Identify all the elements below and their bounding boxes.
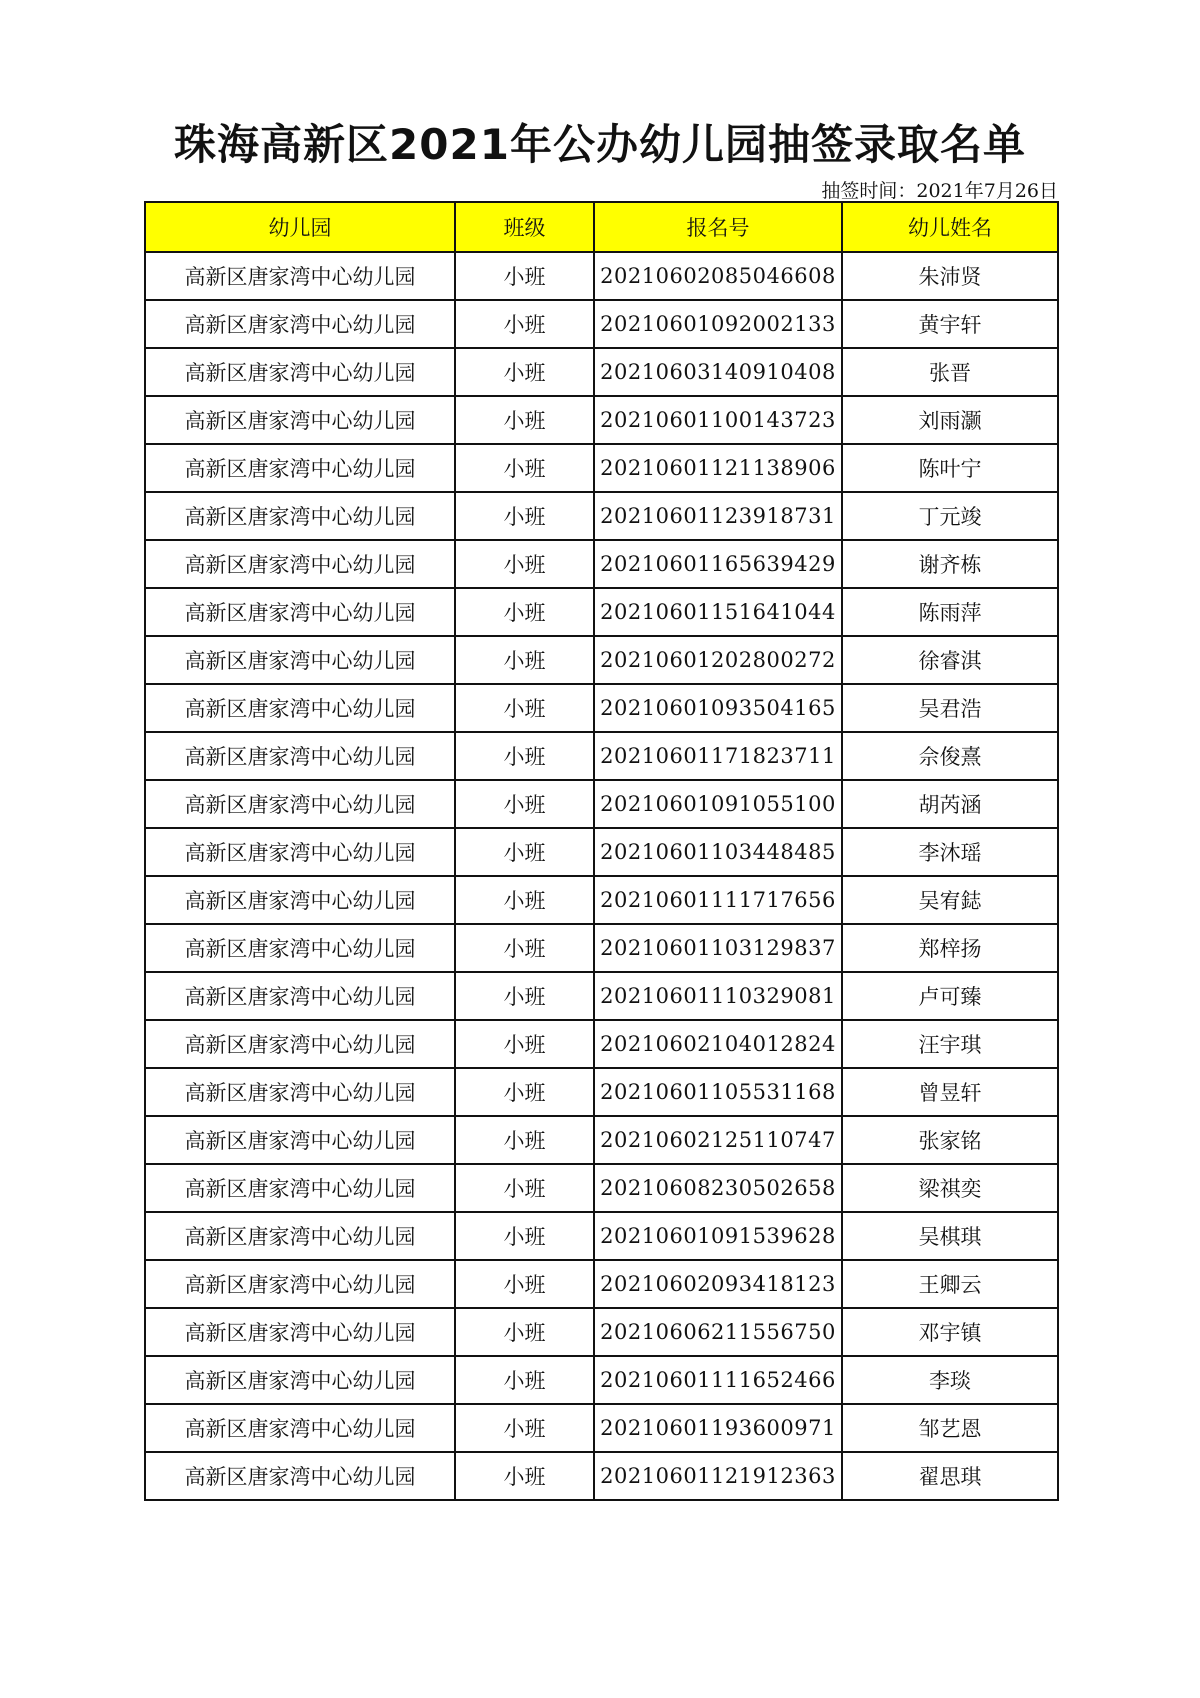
table-row bbox=[145, 252, 1058, 300]
cell-child-name: 卢可臻 bbox=[842, 972, 1058, 1020]
cell-kindergarten: 高新区唐家湾中心幼儿园 bbox=[145, 492, 455, 540]
table-row bbox=[145, 780, 1058, 828]
table-header-row bbox=[145, 202, 1058, 252]
cell-kindergarten: 高新区唐家湾中心幼儿园 bbox=[145, 684, 455, 732]
cell-registration-number: 20210601091055100 bbox=[594, 780, 842, 828]
cell-registration-number: 20210602125110747 bbox=[594, 1116, 842, 1164]
table-row bbox=[145, 1404, 1058, 1452]
cell-kindergarten: 高新区唐家湾中心幼儿园 bbox=[145, 732, 455, 780]
cell-child-name: 曾昱轩 bbox=[842, 1068, 1058, 1116]
cell-kindergarten: 高新区唐家湾中心幼儿园 bbox=[145, 300, 455, 348]
cell-class: 小班 bbox=[455, 828, 594, 876]
cell-child-name: 胡芮涵 bbox=[842, 780, 1058, 828]
table-row bbox=[145, 540, 1058, 588]
cell-kindergarten: 高新区唐家湾中心幼儿园 bbox=[145, 972, 455, 1020]
table-row bbox=[145, 732, 1058, 780]
cell-kindergarten: 高新区唐家湾中心幼儿园 bbox=[145, 1404, 455, 1452]
document-title: 珠海高新区2021年公办幼儿园抽签录取名单 bbox=[174, 120, 1026, 169]
cell-registration-number: 20210608230502658 bbox=[594, 1164, 842, 1212]
cell-class: 小班 bbox=[455, 780, 594, 828]
cell-kindergarten: 高新区唐家湾中心幼儿园 bbox=[145, 588, 455, 636]
cell-class: 小班 bbox=[455, 1164, 594, 1212]
cell-child-name: 郑梓扬 bbox=[842, 924, 1058, 972]
cell-class: 小班 bbox=[455, 588, 594, 636]
table-row bbox=[145, 1068, 1058, 1116]
cell-kindergarten: 高新区唐家湾中心幼儿园 bbox=[145, 636, 455, 684]
cell-registration-number: 20210602104012824 bbox=[594, 1020, 842, 1068]
cell-registration-number: 20210601103448485 bbox=[594, 828, 842, 876]
cell-kindergarten: 高新区唐家湾中心幼儿园 bbox=[145, 348, 455, 396]
cell-class: 小班 bbox=[455, 1404, 594, 1452]
table-row bbox=[145, 1212, 1058, 1260]
cell-registration-number: 20210603140910408 bbox=[594, 348, 842, 396]
table-row bbox=[145, 1308, 1058, 1356]
cell-child-name: 李沐瑶 bbox=[842, 828, 1058, 876]
cell-registration-number: 20210601151641044 bbox=[594, 588, 842, 636]
cell-registration-number: 20210601110329081 bbox=[594, 972, 842, 1020]
cell-class: 小班 bbox=[455, 1356, 594, 1404]
cell-class: 小班 bbox=[455, 1116, 594, 1164]
table-row bbox=[145, 348, 1058, 396]
cell-child-name: 谢齐栋 bbox=[842, 540, 1058, 588]
cell-registration-number: 20210601091539628 bbox=[594, 1212, 842, 1260]
cell-kindergarten: 高新区唐家湾中心幼儿园 bbox=[145, 1068, 455, 1116]
cell-registration-number: 20210601103129837 bbox=[594, 924, 842, 972]
header-kindergarten: 幼儿园 bbox=[145, 202, 455, 252]
cell-kindergarten: 高新区唐家湾中心幼儿园 bbox=[145, 1260, 455, 1308]
cell-class: 小班 bbox=[455, 636, 594, 684]
header-registration-number: 报名号 bbox=[594, 202, 842, 252]
table-row bbox=[145, 492, 1058, 540]
cell-child-name: 佘俊熹 bbox=[842, 732, 1058, 780]
cell-class: 小班 bbox=[455, 684, 594, 732]
cell-child-name: 吴棋琪 bbox=[842, 1212, 1058, 1260]
table-row bbox=[145, 636, 1058, 684]
cell-child-name: 张家铭 bbox=[842, 1116, 1058, 1164]
table-row bbox=[145, 1164, 1058, 1212]
cell-registration-number: 20210602085046608 bbox=[594, 252, 842, 300]
cell-registration-number: 20210601121912363 bbox=[594, 1452, 842, 1500]
cell-registration-number: 20210606211556750 bbox=[594, 1308, 842, 1356]
cell-kindergarten: 高新区唐家湾中心幼儿园 bbox=[145, 444, 455, 492]
cell-class: 小班 bbox=[455, 924, 594, 972]
table-row bbox=[145, 924, 1058, 972]
cell-child-name: 朱沛贤 bbox=[842, 252, 1058, 300]
cell-registration-number: 20210602093418123 bbox=[594, 1260, 842, 1308]
cell-child-name: 陈叶宁 bbox=[842, 444, 1058, 492]
table-row bbox=[145, 684, 1058, 732]
cell-registration-number: 20210601165639429 bbox=[594, 540, 842, 588]
cell-registration-number: 20210601111717656 bbox=[594, 876, 842, 924]
table-row bbox=[145, 972, 1058, 1020]
cell-class: 小班 bbox=[455, 492, 594, 540]
cell-kindergarten: 高新区唐家湾中心幼儿园 bbox=[145, 924, 455, 972]
table-body bbox=[145, 252, 1058, 1500]
cell-class: 小班 bbox=[455, 1068, 594, 1116]
header-child-name: 幼儿姓名 bbox=[842, 202, 1058, 252]
table-row bbox=[145, 876, 1058, 924]
cell-child-name: 吴君浩 bbox=[842, 684, 1058, 732]
cell-registration-number: 20210601193600971 bbox=[594, 1404, 842, 1452]
cell-registration-number: 20210601121138906 bbox=[594, 444, 842, 492]
cell-registration-number: 20210601093504165 bbox=[594, 684, 842, 732]
cell-class: 小班 bbox=[455, 396, 594, 444]
table-row bbox=[145, 396, 1058, 444]
cell-class: 小班 bbox=[455, 1020, 594, 1068]
cell-registration-number: 20210601100143723 bbox=[594, 396, 842, 444]
cell-class: 小班 bbox=[455, 1212, 594, 1260]
table-row bbox=[145, 828, 1058, 876]
cell-kindergarten: 高新区唐家湾中心幼儿园 bbox=[145, 252, 455, 300]
cell-class: 小班 bbox=[455, 876, 594, 924]
cell-kindergarten: 高新区唐家湾中心幼儿园 bbox=[145, 828, 455, 876]
cell-class: 小班 bbox=[455, 348, 594, 396]
cell-child-name: 徐睿淇 bbox=[842, 636, 1058, 684]
cell-kindergarten: 高新区唐家湾中心幼儿园 bbox=[145, 876, 455, 924]
cell-class: 小班 bbox=[455, 1452, 594, 1500]
cell-class: 小班 bbox=[455, 972, 594, 1020]
cell-child-name: 汪宇琪 bbox=[842, 1020, 1058, 1068]
cell-child-name: 翟思琪 bbox=[842, 1452, 1058, 1500]
cell-class: 小班 bbox=[455, 1308, 594, 1356]
cell-child-name: 吴宥鋕 bbox=[842, 876, 1058, 924]
cell-kindergarten: 高新区唐家湾中心幼儿园 bbox=[145, 1116, 455, 1164]
cell-class: 小班 bbox=[455, 732, 594, 780]
header-class: 班级 bbox=[455, 202, 594, 252]
cell-child-name: 王卿云 bbox=[842, 1260, 1058, 1308]
cell-child-name: 刘雨灏 bbox=[842, 396, 1058, 444]
cell-child-name: 张晋 bbox=[842, 348, 1058, 396]
cell-child-name: 李琰 bbox=[842, 1356, 1058, 1404]
table-row bbox=[145, 444, 1058, 492]
cell-class: 小班 bbox=[455, 300, 594, 348]
cell-kindergarten: 高新区唐家湾中心幼儿园 bbox=[145, 780, 455, 828]
cell-registration-number: 20210601202800272 bbox=[594, 636, 842, 684]
cell-registration-number: 20210601171823711 bbox=[594, 732, 842, 780]
cell-kindergarten: 高新区唐家湾中心幼儿园 bbox=[145, 1308, 455, 1356]
table-row bbox=[145, 1020, 1058, 1068]
cell-kindergarten: 高新区唐家湾中心幼儿园 bbox=[145, 396, 455, 444]
cell-class: 小班 bbox=[455, 252, 594, 300]
cell-child-name: 邓宇镇 bbox=[842, 1308, 1058, 1356]
table-row bbox=[145, 1260, 1058, 1308]
cell-registration-number: 20210601111652466 bbox=[594, 1356, 842, 1404]
cell-child-name: 陈雨萍 bbox=[842, 588, 1058, 636]
cell-kindergarten: 高新区唐家湾中心幼儿园 bbox=[145, 1452, 455, 1500]
table-row bbox=[145, 1452, 1058, 1500]
cell-child-name: 丁元竣 bbox=[842, 492, 1058, 540]
cell-registration-number: 20210601105531168 bbox=[594, 1068, 842, 1116]
table-row bbox=[145, 300, 1058, 348]
cell-child-name: 邹艺恩 bbox=[842, 1404, 1058, 1452]
cell-kindergarten: 高新区唐家湾中心幼儿园 bbox=[145, 1020, 455, 1068]
cell-class: 小班 bbox=[455, 444, 594, 492]
cell-child-name: 黄宇轩 bbox=[842, 300, 1058, 348]
cell-kindergarten: 高新区唐家湾中心幼儿园 bbox=[145, 1212, 455, 1260]
cell-child-name: 梁祺奕 bbox=[842, 1164, 1058, 1212]
cell-registration-number: 20210601123918731 bbox=[594, 492, 842, 540]
table-row bbox=[145, 1356, 1058, 1404]
cell-registration-number: 20210601092002133 bbox=[594, 300, 842, 348]
admission-table bbox=[144, 201, 1059, 1501]
draw-time-note: 抽签时间：2021年7月26日 bbox=[821, 180, 1058, 202]
cell-kindergarten: 高新区唐家湾中心幼儿园 bbox=[145, 540, 455, 588]
cell-kindergarten: 高新区唐家湾中心幼儿园 bbox=[145, 1356, 455, 1404]
table-row bbox=[145, 1116, 1058, 1164]
table-row bbox=[145, 588, 1058, 636]
cell-class: 小班 bbox=[455, 540, 594, 588]
cell-class: 小班 bbox=[455, 1260, 594, 1308]
cell-kindergarten: 高新区唐家湾中心幼儿园 bbox=[145, 1164, 455, 1212]
